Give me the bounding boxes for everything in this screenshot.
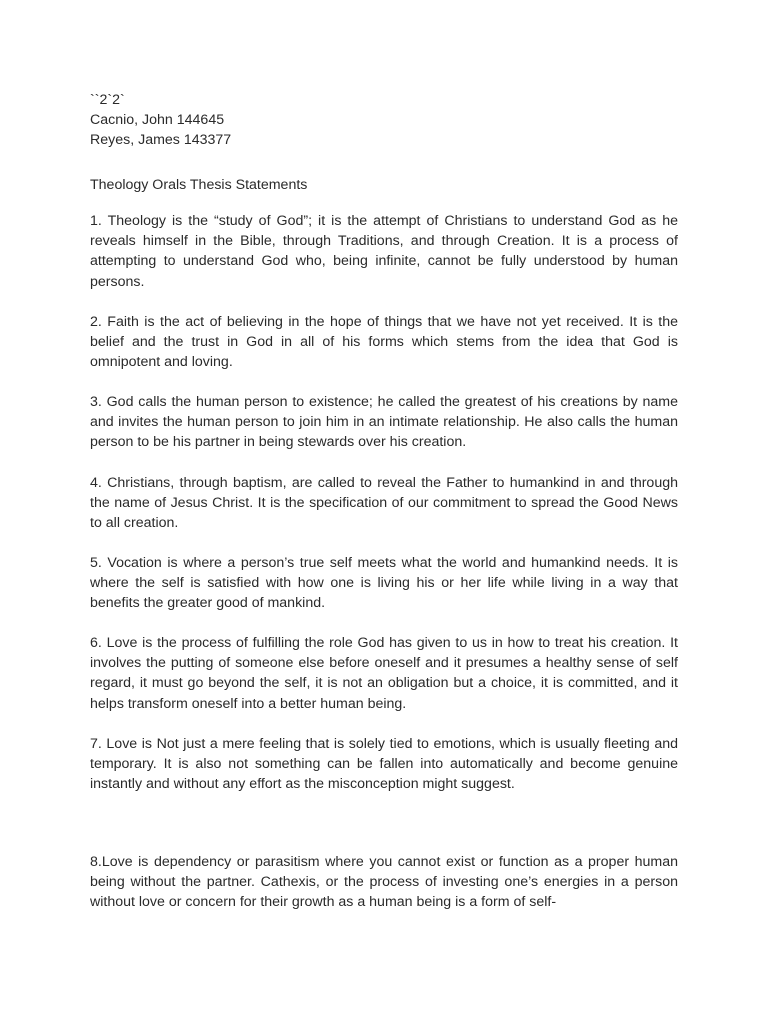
thesis-statement-2: 2. Faith is the act of believing in the hope of things that we have not yet received. It is the belief and the trust in God in all of his forms which stems from the idea that God is omnipotent and loving.: [90, 314, 678, 371]
author-line-1: Cacnio, John 144645: [90, 112, 225, 129]
thesis-statement-5: 5. Vocation is where a person’s true self meets what the world and humankind needs. It is where the self is satisfied with how one is living his or her life while living in a way that benefits the greater good of mankind.: [90, 555, 678, 612]
thesis-statement-3: 3. God calls the human person to existence; he called the greatest of his creations by name and invites the human person to join him in an intimate relationship. He also calls the human person to be his partner in being stewards over his creation.: [90, 394, 678, 451]
thesis-statement-7: 7. Love is Not just a mere feeling that is solely tied to emotions, which is usually fleeting and temporary. It is also not something can be fallen into automatically and become genuine instantly and without any effort as the misconception might suggest.: [90, 736, 678, 793]
thesis-statement-4: 4. Christians, through baptism, are called to reveal the Father to humankind in and through the name of Jesus Christ. It is the specification of our commitment to spread the Good News to all creation.: [90, 475, 678, 532]
document-title: Theology Orals Thesis Statements: [90, 177, 308, 193]
header-marker: ``2`2`: [90, 92, 125, 108]
thesis-statement-8: 8.Love is dependency or parasitism where you cannot exist or function as a proper human being without the partner. Cathexis, or the process of investing one’s energies in a person without love or concern for their growth as a human being is a form of self-: [90, 854, 678, 911]
thesis-statement-6: 6. Love is the process of fulfilling the role God has given to us in how to treat his creation. It involves the putting of someone else before oneself and it presumes a healthy sense of self regard, it must go beyond the self, it is not an obligation but a choice, it is committed, and it helps transform oneself into a better human being.: [90, 635, 678, 712]
thesis-statement-1: 1. Theology is the “study of God”; it is the attempt of Christians to understand God as he reveals himself in the Bible, through Traditions, and through Creation. It is a process of attempting to understand God who, being infinite, cannot be fully understood by human persons.: [90, 213, 678, 290]
document-page: [90, 90, 678, 911]
author-line-2: Reyes, James 143377: [90, 132, 232, 149]
